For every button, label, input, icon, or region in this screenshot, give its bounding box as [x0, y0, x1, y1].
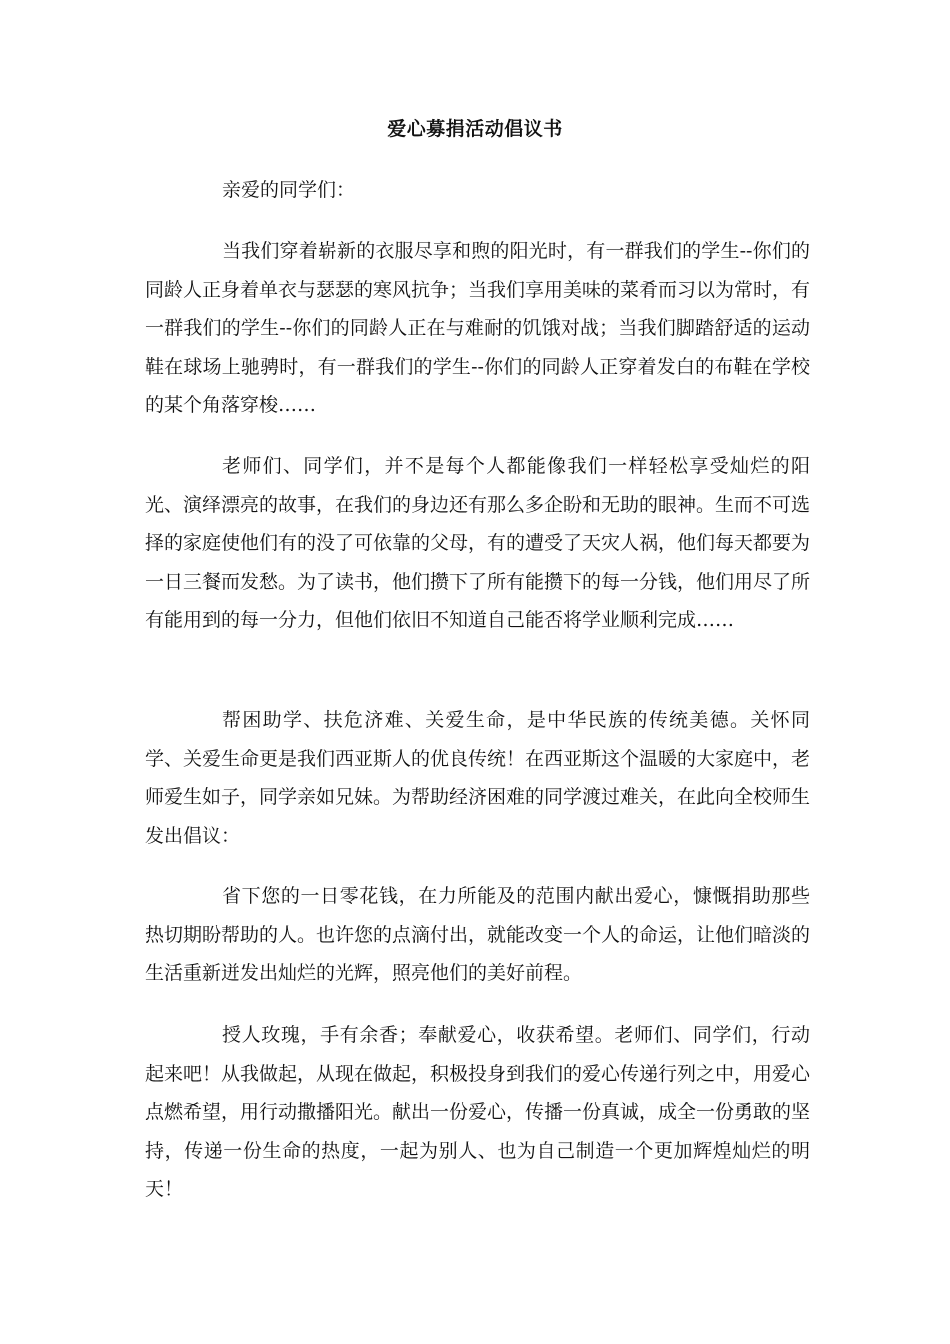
paragraph-1: 当我们穿着崭新的衣服尽享和煦的阳光时，有一群我们的学生--你们的同龄人正身着单衣与瑟瑟的寒风抗争；当我们享用美味的菜肴而习以为常时，有一群我们的学生--你们的同龄人正在与难耐的饥饿对战；当我们脚踏舒适的运动鞋在球场上驰骋时，有一群我们的学生--你们的同龄人正穿着发白的布鞋在学校的某个角落穿梭……	[145, 240, 811, 416]
paragraph-2: 老师们、同学们，并不是每个人都能像我们一样轻松享受灿烂的阳光、演绎漂亮的故事，在我们的身边还有那么多企盼和无助的眼神。生而不可选择的家庭使他们有的没了可依靠的父母，有的遭受了天灾人祸，他们每天都要为一日三餐而发愁。为了读书，他们攒下了所有能攒下的每一分钱，他们用尽了所有能用到的每一分力，但他们依旧不知道自己能否将学业顺利完成……	[145, 455, 811, 631]
paragraph-5: 授人玫瑰，手有余香；奉献爱心，收获希望。老师们、同学们，行动起来吧！从我做起，从现在做起，积极投身到我们的爱心传递行列之中，用爱心点燃希望，用行动撒播阳光。献出一份爱心，传播一份真诚，成全一份勇敢的坚持，传递一份生命的热度，一起为别人、也为自己制造一个更加辉煌灿烂的明天！	[145, 1024, 811, 1200]
paragraph-3: 帮困助学、扶危济难、关爱生命，是中华民族的传统美德。关怀同学、关爱生命更是我们西亚斯人的优良传统！在西亚斯这个温暖的大家庭中，老师爱生如子，同学亲如兄妹。为帮助经济困难的同学渡过难关，在此向全校师生发出倡议：	[145, 709, 811, 847]
paragraph-4: 省下您的一日零花钱，在力所能及的范围内献出爱心，慷慨捐助那些热切期盼帮助的人。也许您的点滴付出，就能改变一个人的命运，让他们暗淡的生活重新迸发出灿烂的光辉，照亮他们的美好前程。	[145, 885, 811, 984]
document-title: 爱心募捐活动倡议书	[387, 118, 563, 140]
salutation: 亲爱的同学们：	[222, 179, 356, 201]
